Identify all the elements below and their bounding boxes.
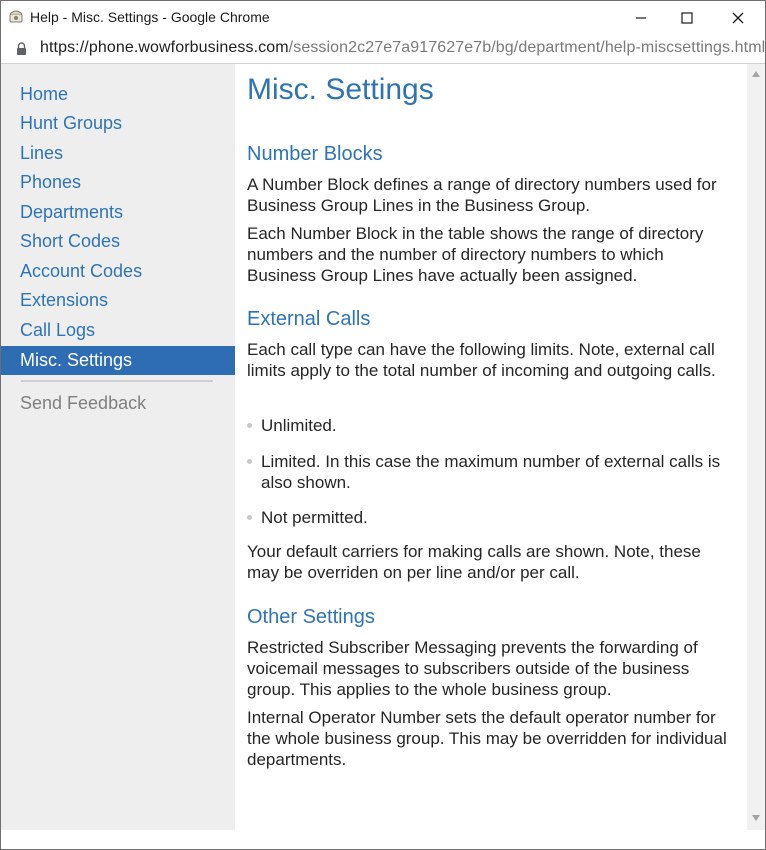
sidebar-item-lines[interactable]: Lines (20, 143, 64, 163)
help-sidebar (1, 64, 235, 830)
sidebar-item-misc-settings[interactable]: Misc. Settings (1, 346, 235, 375)
address-bar[interactable] (1, 34, 765, 64)
page-title: Misc. Settings (247, 73, 434, 106)
help-content (247, 64, 737, 830)
sidebar-item-phones[interactable]: Phones (20, 172, 82, 192)
other-settings-paragraph-1: Restricted Subscriber Messaging prevents the forwarding of voicemail messages to subscribers outside of the business group. This applies to the whole business group. (247, 638, 698, 699)
external-calls-heading: External Calls (247, 308, 371, 330)
title-bar (1, 1, 765, 34)
vertical-scrollbar[interactable] (747, 64, 765, 830)
number-blocks-paragraph-2: Each Number Block in the table shows the range of directory numbers and the number of directory numbers to which Business Group Lines have actually been assigned. (247, 224, 704, 285)
other-settings-heading: Other Settings (247, 606, 375, 628)
close-button[interactable] (715, 1, 761, 34)
window-title: Help - Misc. Settings - Google Chrome (30, 9, 270, 25)
number-blocks-heading: Number Blocks (247, 143, 383, 165)
url-text[interactable] (40, 39, 765, 57)
window-bottom-edge (1, 830, 765, 849)
external-calls-paragraph-1: Each call type can have the following limits. Note, external call limits apply to the total number of incoming and outgoing calls. (247, 340, 716, 380)
number-blocks-paragraph-1: A Number Block defines a range of directory numbers used for Business Group Lines in the Business Group. (247, 175, 717, 215)
phone-app-icon (9, 9, 23, 23)
sidebar-item-call-logs[interactable]: Call Logs (20, 320, 96, 340)
send-feedback-link[interactable]: Send Feedback (20, 393, 147, 413)
external-calls-paragraph-2: Your default carriers for making calls are shown. Note, these may be overriden on per line and/or per call. (247, 542, 701, 582)
sidebar-item-departments[interactable]: Departments (20, 202, 124, 222)
sidebar-divider (21, 380, 213, 382)
list-item-text: Not permitted. (261, 508, 368, 527)
sidebar-item-account-codes[interactable]: Account Codes (20, 261, 143, 281)
other-settings-paragraph-2: Internal Operator Number sets the default operator number for the whole business group. This may be overridden for individual departments. (247, 708, 727, 769)
close-icon (732, 12, 744, 24)
lock-icon (16, 42, 27, 55)
url-host: https://phone.wowforbusiness.com (40, 39, 289, 56)
sidebar-item-hunt-groups[interactable]: Hunt Groups (20, 113, 123, 133)
sidebar-item-home[interactable]: Home (20, 84, 69, 104)
list-item-text: Limited. In this case the maximum number of external calls is also shown. (261, 452, 721, 492)
minimize-icon (635, 12, 647, 24)
bullet-icon (247, 459, 252, 464)
sidebar-item-extensions[interactable]: Extensions (20, 290, 109, 310)
bullet-icon (247, 423, 252, 428)
minimize-button[interactable] (618, 1, 664, 34)
maximize-icon (681, 12, 693, 24)
list-item-text: Unlimited. (261, 416, 337, 435)
url-path: /session2c27e7a917627e7b/bg/department/help-miscsettings.html (288, 39, 766, 56)
scroll-down-icon[interactable] (751, 814, 761, 822)
scroll-up-icon[interactable] (751, 70, 761, 78)
sidebar-item-short-codes[interactable]: Short Codes (20, 231, 121, 251)
bullet-icon (247, 515, 252, 520)
page-viewport (1, 64, 765, 830)
maximize-button[interactable] (664, 1, 710, 34)
